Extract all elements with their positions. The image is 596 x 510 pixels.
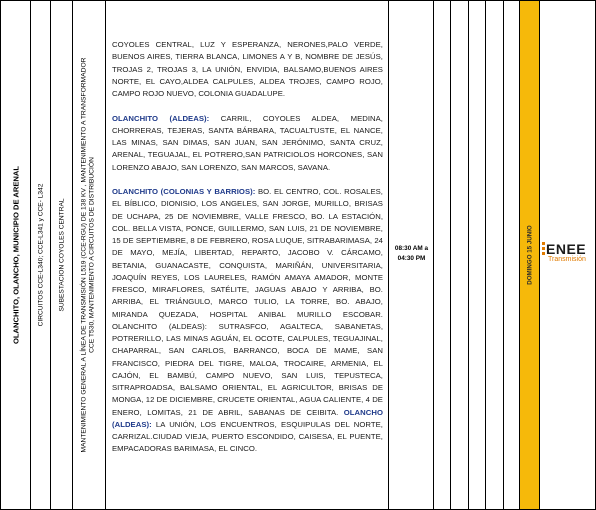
maintenance-line-1: MANTENIMIENTO GENERAL A LÍNEA DE TRANSMISIÓN L519 (CCE-RGU) DE 138 KV , MANTENIMIENTO A TRANSFORMADOR: [80, 57, 88, 453]
affected-areas-column: [106, 1, 389, 509]
maintenance-text: [81, 5, 98, 505]
affected-paragraph-3: OLANCHITO (COLONIAS Y BARRIOS): BO. EL CENTRO, COL. ROSALES, EL BÍBLICO, DIONISIO, LOS ANGELES, SAN JORGE, MURILLO, BRISAS DE UCHAPA, 25 DE NOVIEMBRE, VALLE FRESCO, BO. LA ESTACIÓN, COL. BELLA VISTA, PONCE, GUILLERMO, SAN LUIS, 21 DE NOVIEMBRE, 15 DE SEPTIEMBRE, 8 DE FEBRERO, ROSA LUQUE, SITRABARIMASA, 24 DE MAYO, MEJÍA, LIBERTAD, REPARTO, JACOBO V. CÁRCAMO, BETANIA, GUANACASTE, CONQUISTA, MARIÑÁN, UNIVERSITARIA, JOAQUÍN REYES, LOS LAURELES, RAMÓN AMAYA AMADOR, MONTE FRESCO, MIRAFLORES, SATÉLITE, JAGUAS ABAJO Y ARRIBA, BO. ARRIBA, EL TRIÁNGULO, MARCO TULIO, LA TORRE, BO. ABAJO, MIRANDA QUEZADA, HOSPITAL ANIBAL MURILLO ESCOBAR. OLANCHITO (ALDEAS): SUTRASFCO, AGALTECA, SABANETAS, POTRERILLO, LAS MINAS AGUÁN, EL OCOTE, CALPULES, TEGUAJINAL, CHAPARRAL, SAN CARLOS, BARRANCO, BOCA DE MAME, SAN FRANCISCO, PIEDRA DEL TIGRE, MALOA, TROCAIRE, ARMENIA, EL CAJÓN, EL BAMBÚ, CAMPO NUEVO, SAN LUIS, TEPUSTECA, SITRAPROADSA, BALSAMO ORIENTAL, EL AGRICULTOR, BRISAS DE MONGA, 12 DE DICIEMBRE, CRUCETE ORIENTAL, AGUA CALIENTE, 4 DE ENERO, LOMITAS, 21 DE ABRIL, SABANAS DE CEIBITA. OLANCHO (ALDEAS): LA UNIÓN, LOS ENCUENTROS, ESQUIPULAS DEL NORTE, CARRIZAL.CIUDAD VIEJA, PUERTO ESCONDIDO, CAISESA, EL PUENTE, EMPACADORAS BARIMASA, EL CINCO.: [112, 187, 383, 454]
substation-column: [51, 1, 73, 509]
affected-heading-olancho: OLANCHO (ALDEAS):: [112, 407, 383, 429]
maintenance-column: [73, 1, 106, 509]
location-column: [1, 1, 31, 509]
empty-column-2: [451, 1, 469, 509]
logo-sub-text: Transmisión: [548, 256, 586, 263]
affected-areas-text: [112, 39, 383, 468]
enee-logo: [540, 241, 596, 267]
affected-heading-colonias: OLANCHITO (COLONIAS Y BARRIOS):: [112, 187, 256, 196]
time-start: 08:30 AM a: [394, 245, 429, 252]
empty-column-5: [504, 1, 520, 509]
affected-paragraph-1: COYOLES CENTRAL, LUZ Y ESPERANZA, NERONES,PALO VERDE, BUENOS AIRES, TIERRA BLANCA, LIMONES A Y B, NOMBRE DE JESÚS, TROJAS 2, TROJAS 3, LA UNIÓN, ENVIDIA, BALSAMO,BUENOS AIRES NORTE, EL CAYO,ALDEA CALPULES, ALDEA TROJES, CAMPO ROJO, CAMPO ROJO NUEVO, COLONIA GUADALUPE.: [112, 40, 383, 98]
circuits-text: CIRCUITOS CCE-L340; CCE-L341 y CCE- L342: [37, 183, 44, 327]
logo-main-text: ENEE: [546, 241, 587, 257]
empty-column-1: [434, 1, 451, 509]
affected-paragraph-2: OLANCHITO (ALDEAS): CARRIL, COYOLES ALDEA, MEDINA, CHORRERAS, TEJERAS, SANTA BÁRBARA, TACUALTUSTE, EL NANCE, LAS MINAS, SAN DIMAS, SAN JUAN, SAN JERÓNIMO, SANTA CRUZ, ARENAL, TEGUAJAL, EL POTRERO,SAN PATRICIOLOS HORCONES, SAN LORENZO ABAJO, SAN LORENZO, SAN MARCOS, SAVANA.: [112, 113, 383, 172]
time-column: [389, 1, 434, 509]
day-column: [520, 1, 540, 509]
circuits-column: [31, 1, 51, 509]
empty-column-3: [469, 1, 486, 509]
day-text: DOMINGO 15 JUNIO: [526, 225, 533, 285]
substation-text: SUBESTACION COYOLES CENTRAL: [58, 198, 65, 312]
time-end: 04:30 PM: [397, 255, 426, 262]
time-range: [389, 244, 434, 264]
location-text: OLANCHITO, OLANCHO, MUNICIPIO DE ARENAL: [11, 165, 20, 345]
logo-column: [540, 1, 596, 509]
maintenance-line-2: CCE T530, MANTENIMIENTO A CIRCUITOS DE DISTRIBUCIÓN: [89, 157, 96, 353]
empty-column-4: [486, 1, 504, 509]
affected-heading-aldeas: OLANCHITO (ALDEAS):: [112, 113, 210, 123]
